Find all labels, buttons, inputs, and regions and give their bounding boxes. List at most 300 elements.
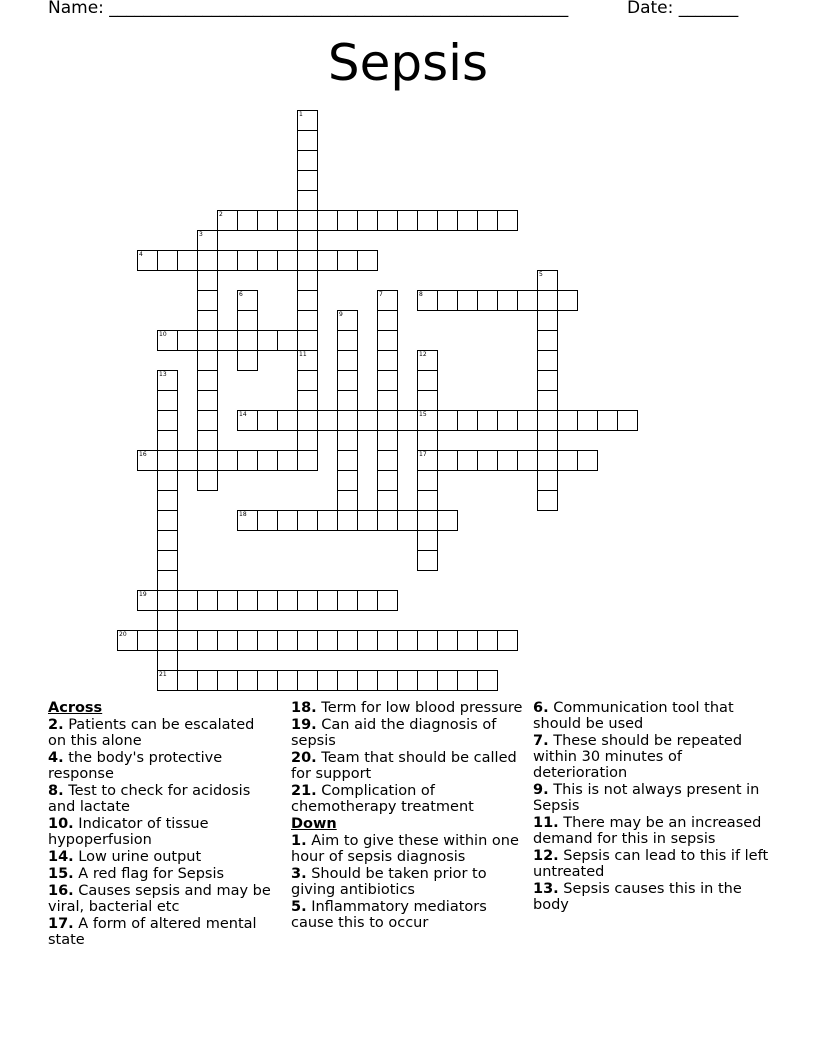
clue-text: Test to check for acidosis and lactate xyxy=(48,783,251,815)
clue-number: 7 xyxy=(379,291,383,298)
grid-cell[interactable] xyxy=(337,370,358,391)
grid-cell[interactable] xyxy=(257,590,278,611)
clue-text: Causes sepsis and may be viral, bacterial etc xyxy=(48,883,271,915)
grid-cell[interactable] xyxy=(517,410,538,431)
clue-number: 20 xyxy=(119,631,127,638)
grid-cell[interactable] xyxy=(197,410,218,431)
grid-cell[interactable] xyxy=(157,630,178,651)
grid-cell[interactable] xyxy=(137,590,158,611)
grid-cell[interactable] xyxy=(557,410,578,431)
clue-number: 6 xyxy=(239,291,243,298)
clue-text: Sepsis causes this in the body xyxy=(533,881,742,913)
grid-cell[interactable] xyxy=(357,590,378,611)
grid-cell[interactable] xyxy=(277,510,298,531)
grid-cell[interactable] xyxy=(217,590,238,611)
grid-cell[interactable] xyxy=(337,450,358,471)
grid-cell[interactable] xyxy=(157,490,178,511)
clue-down xyxy=(533,848,773,880)
grid-cell[interactable] xyxy=(377,370,398,391)
clue-number-label: 11. xyxy=(533,815,559,831)
grid-cell[interactable] xyxy=(297,510,318,531)
grid-cell[interactable] xyxy=(477,450,498,471)
page-title: Sepsis xyxy=(327,34,489,92)
grid-cell[interactable] xyxy=(417,350,438,371)
clue-text: the body's protective response xyxy=(48,750,223,782)
clue-down xyxy=(291,833,523,865)
grid-cell[interactable] xyxy=(557,450,578,471)
grid-cell[interactable] xyxy=(417,390,438,411)
grid-cell[interactable] xyxy=(157,570,178,591)
clue-number: 10 xyxy=(159,331,167,338)
grid-cell[interactable] xyxy=(317,250,338,271)
clue-number-label: 20. xyxy=(291,750,317,766)
clue-number: 2 xyxy=(219,211,223,218)
grid-cell[interactable] xyxy=(197,350,218,371)
grid-cell[interactable] xyxy=(177,670,198,691)
grid-cell[interactable] xyxy=(457,630,478,651)
grid-cell[interactable] xyxy=(377,590,398,611)
grid-cell[interactable] xyxy=(297,250,318,271)
grid-cell[interactable] xyxy=(337,470,358,491)
grid-cell[interactable] xyxy=(197,250,218,271)
grid-cell[interactable] xyxy=(137,450,158,471)
grid-cell[interactable] xyxy=(177,330,198,351)
grid-cell[interactable] xyxy=(197,590,218,611)
grid-cell[interactable] xyxy=(457,450,478,471)
grid-cell[interactable] xyxy=(297,430,318,451)
grid-cell[interactable] xyxy=(437,410,458,431)
grid-cell[interactable] xyxy=(137,250,158,271)
grid-cell[interactable] xyxy=(477,410,498,431)
grid-cell[interactable] xyxy=(517,290,538,311)
grid-cell[interactable] xyxy=(497,410,518,431)
grid-cell[interactable] xyxy=(437,510,458,531)
grid-cell[interactable] xyxy=(537,330,558,351)
grid-cell[interactable] xyxy=(337,430,358,451)
grid-cell[interactable] xyxy=(157,530,178,551)
grid-cell[interactable] xyxy=(297,110,318,131)
grid-cell[interactable] xyxy=(337,250,358,271)
clue-text: Aim to give these within one hour of sepsis diagnosis xyxy=(291,833,519,865)
clue-number: 17 xyxy=(419,451,427,458)
grid-cell[interactable] xyxy=(357,410,378,431)
grid-cell[interactable] xyxy=(317,210,338,231)
grid-cell[interactable] xyxy=(237,350,258,371)
clue-across xyxy=(291,700,523,716)
grid-cell[interactable] xyxy=(337,210,358,231)
grid-cell[interactable] xyxy=(157,370,178,391)
grid-cell[interactable] xyxy=(277,630,298,651)
grid-cell[interactable] xyxy=(437,670,458,691)
grid-cell[interactable] xyxy=(217,630,238,651)
grid-cell[interactable] xyxy=(337,510,358,531)
grid-cell[interactable] xyxy=(417,470,438,491)
clue-number: 18 xyxy=(239,511,247,518)
grid-cell[interactable] xyxy=(297,450,318,471)
clue-column-2 xyxy=(291,700,523,932)
grid-cell[interactable] xyxy=(237,250,258,271)
grid-cell[interactable] xyxy=(157,250,178,271)
grid-cell[interactable] xyxy=(357,630,378,651)
grid-cell[interactable] xyxy=(377,410,398,431)
clue-text: Should be taken prior to giving antibiotics xyxy=(291,866,487,898)
clue-number: 11 xyxy=(299,351,307,358)
grid-cell[interactable] xyxy=(377,430,398,451)
grid-cell[interactable] xyxy=(137,630,158,651)
grid-cell[interactable] xyxy=(417,290,438,311)
grid-cell[interactable] xyxy=(237,410,258,431)
clue-text: Inflammatory mediators cause this to occur xyxy=(291,899,487,931)
grid-cell[interactable] xyxy=(397,210,418,231)
clue-down xyxy=(291,866,523,898)
grid-cell[interactable] xyxy=(537,390,558,411)
grid-cell[interactable] xyxy=(497,210,518,231)
grid-cell[interactable] xyxy=(537,350,558,371)
clue-text: Complication of chemotherapy treatment xyxy=(291,783,474,815)
grid-cell[interactable] xyxy=(397,630,418,651)
clue-text: Indicator of tissue hypoperfusion xyxy=(48,816,209,848)
down-heading: Down xyxy=(291,816,337,832)
clue-number-label: 9. xyxy=(533,782,549,798)
grid-cell[interactable] xyxy=(377,390,398,411)
grid-cell[interactable] xyxy=(317,410,338,431)
grid-cell[interactable] xyxy=(337,350,358,371)
grid-cell[interactable] xyxy=(277,590,298,611)
grid-cell[interactable] xyxy=(377,330,398,351)
clue-number-label: 21. xyxy=(291,783,317,799)
grid-cell[interactable] xyxy=(577,410,598,431)
grid-cell[interactable] xyxy=(437,450,458,471)
grid-cell[interactable] xyxy=(217,670,238,691)
grid-cell[interactable] xyxy=(297,190,318,211)
clue-across xyxy=(48,750,273,782)
grid-cell[interactable] xyxy=(417,630,438,651)
grid-cell[interactable] xyxy=(337,490,358,511)
grid-cell[interactable] xyxy=(297,410,318,431)
grid-cell[interactable] xyxy=(217,210,238,231)
grid-cell[interactable] xyxy=(297,350,318,371)
grid-cell[interactable] xyxy=(497,450,518,471)
clue-across xyxy=(48,717,273,749)
grid-cell[interactable] xyxy=(217,330,238,351)
grid-cell[interactable] xyxy=(297,170,318,191)
clue-number-label: 14. xyxy=(48,849,74,865)
grid-cell[interactable] xyxy=(357,670,378,691)
clue-across xyxy=(48,866,273,882)
clue-down xyxy=(533,881,773,913)
date-field[interactable]: Date: _______ xyxy=(627,0,739,18)
across-heading: Across xyxy=(48,700,103,716)
grid-cell[interactable] xyxy=(337,410,358,431)
grid-cell[interactable] xyxy=(197,310,218,331)
grid-cell[interactable] xyxy=(537,370,558,391)
grid-cell[interactable] xyxy=(297,390,318,411)
grid-cell[interactable] xyxy=(297,670,318,691)
grid-cell[interactable] xyxy=(257,210,278,231)
clue-column-3 xyxy=(533,700,773,914)
clue-across xyxy=(48,883,273,915)
grid-cell[interactable] xyxy=(257,410,278,431)
clue-number: 4 xyxy=(139,251,143,258)
clue-text: These should be repeated within 30 minutes of deterioration xyxy=(533,733,743,781)
grid-cell[interactable] xyxy=(297,150,318,171)
grid-cell[interactable] xyxy=(497,290,518,311)
clue-text: Low urine output xyxy=(73,849,202,865)
grid-cell[interactable] xyxy=(197,330,218,351)
grid-cell[interactable] xyxy=(317,510,338,531)
grid-cell[interactable] xyxy=(377,510,398,531)
grid-cell[interactable] xyxy=(537,470,558,491)
clue-number-label: 8. xyxy=(48,783,64,799)
grid-cell[interactable] xyxy=(357,510,378,531)
grid-cell[interactable] xyxy=(537,450,558,471)
clue-number-label: 4. xyxy=(48,750,64,766)
grid-cell[interactable] xyxy=(297,590,318,611)
grid-cell[interactable] xyxy=(477,670,498,691)
clue-number-label: 19. xyxy=(291,717,317,733)
grid-cell[interactable] xyxy=(157,550,178,571)
grid-cell[interactable] xyxy=(117,630,138,651)
clue-across xyxy=(48,849,273,865)
grid-cell[interactable] xyxy=(157,470,178,491)
clue-number-label: 3. xyxy=(291,866,307,882)
clue-down xyxy=(533,782,773,814)
clue-number: 3 xyxy=(199,231,203,238)
grid-cell[interactable] xyxy=(377,470,398,491)
grid-cell[interactable] xyxy=(337,630,358,651)
grid-cell[interactable] xyxy=(157,650,178,671)
grid-cell[interactable] xyxy=(377,670,398,691)
grid-cell[interactable] xyxy=(277,330,298,351)
grid-cell[interactable] xyxy=(457,670,478,691)
clue-number: 5 xyxy=(539,271,543,278)
clue-across xyxy=(291,750,523,782)
clue-number-label: 18. xyxy=(291,700,317,716)
clue-number: 13 xyxy=(159,371,167,378)
grid-cell[interactable] xyxy=(337,310,358,331)
grid-cell[interactable] xyxy=(197,630,218,651)
grid-cell[interactable] xyxy=(197,230,218,251)
grid-cell[interactable] xyxy=(197,370,218,391)
clue-text: Sepsis can lead to this if left untreated xyxy=(533,848,769,880)
grid-cell[interactable] xyxy=(497,630,518,651)
grid-cell[interactable] xyxy=(537,490,558,511)
grid-cell[interactable] xyxy=(237,670,258,691)
grid-cell[interactable] xyxy=(177,590,198,611)
grid-cell[interactable] xyxy=(237,330,258,351)
grid-cell[interactable] xyxy=(417,530,438,551)
grid-cell[interactable] xyxy=(197,470,218,491)
clue-number-label: 10. xyxy=(48,816,74,832)
grid-cell[interactable] xyxy=(377,450,398,471)
grid-cell[interactable] xyxy=(177,250,198,271)
clue-text: Patients can be escalated on this alone xyxy=(48,717,255,749)
grid-cell[interactable] xyxy=(297,230,318,251)
grid-cell[interactable] xyxy=(397,510,418,531)
grid-cell[interactable] xyxy=(377,310,398,331)
grid-cell[interactable] xyxy=(317,630,338,651)
grid-cell[interactable] xyxy=(257,330,278,351)
clue-text: Term for low blood pressure xyxy=(316,700,523,716)
grid-cell[interactable] xyxy=(377,630,398,651)
grid-cell[interactable] xyxy=(337,590,358,611)
grid-cell[interactable] xyxy=(277,250,298,271)
clue-number: 16 xyxy=(139,451,147,458)
clue-across xyxy=(48,916,273,948)
grid-cell[interactable] xyxy=(197,290,218,311)
clue-across xyxy=(291,783,523,815)
grid-cell[interactable] xyxy=(397,410,418,431)
grid-cell[interactable] xyxy=(517,450,538,471)
clue-down xyxy=(533,700,773,732)
grid-cell[interactable] xyxy=(557,290,578,311)
grid-cell[interactable] xyxy=(237,450,258,471)
grid-cell[interactable] xyxy=(537,410,558,431)
grid-cell[interactable] xyxy=(417,370,438,391)
grid-cell[interactable] xyxy=(257,510,278,531)
grid-cell[interactable] xyxy=(157,510,178,531)
grid-cell[interactable] xyxy=(177,630,198,651)
grid-cell[interactable] xyxy=(257,630,278,651)
grid-cell[interactable] xyxy=(417,510,438,531)
grid-cell[interactable] xyxy=(537,290,558,311)
grid-cell[interactable] xyxy=(457,210,478,231)
grid-cell[interactable] xyxy=(437,290,458,311)
grid-cell[interactable] xyxy=(417,550,438,571)
grid-cell[interactable] xyxy=(357,250,378,271)
grid-cell[interactable] xyxy=(197,670,218,691)
grid-cell[interactable] xyxy=(297,290,318,311)
grid-cell[interactable] xyxy=(377,210,398,231)
clue-number-label: 5. xyxy=(291,899,307,915)
grid-cell[interactable] xyxy=(457,290,478,311)
grid-cell[interactable] xyxy=(337,670,358,691)
grid-cell[interactable] xyxy=(417,450,438,471)
grid-cell[interactable] xyxy=(157,430,178,451)
grid-cell[interactable] xyxy=(537,430,558,451)
grid-cell[interactable] xyxy=(457,410,478,431)
grid-cell[interactable] xyxy=(377,350,398,371)
clue-number-label: 16. xyxy=(48,883,74,899)
clue-text: This is not always present in Sepsis xyxy=(533,782,760,814)
clue-number: 19 xyxy=(139,591,147,598)
clue-number-label: 17. xyxy=(48,916,74,932)
grid-cell[interactable] xyxy=(217,450,238,471)
grid-cell[interactable] xyxy=(317,670,338,691)
clue-number-label: 13. xyxy=(533,881,559,897)
grid-cell[interactable] xyxy=(477,290,498,311)
grid-cell[interactable] xyxy=(257,670,278,691)
clue-number: 21 xyxy=(159,671,167,678)
grid-cell[interactable] xyxy=(257,250,278,271)
grid-cell[interactable] xyxy=(237,630,258,651)
grid-cell[interactable] xyxy=(297,330,318,351)
grid-cell[interactable] xyxy=(237,210,258,231)
grid-cell[interactable] xyxy=(477,210,498,231)
grid-cell[interactable] xyxy=(257,450,278,471)
grid-cell[interactable] xyxy=(597,410,618,431)
grid-cell[interactable] xyxy=(297,130,318,151)
grid-cell[interactable] xyxy=(277,450,298,471)
grid-cell[interactable] xyxy=(197,430,218,451)
grid-cell[interactable] xyxy=(297,210,318,231)
clue-number: 1 xyxy=(299,111,303,118)
grid-cell[interactable] xyxy=(377,490,398,511)
clue-across xyxy=(291,717,523,749)
clue-number-label: 12. xyxy=(533,848,559,864)
grid-cell[interactable] xyxy=(237,290,258,311)
grid-cell[interactable] xyxy=(237,310,258,331)
clue-across xyxy=(48,816,273,848)
grid-cell[interactable] xyxy=(297,370,318,391)
grid-cell[interactable] xyxy=(157,610,178,631)
clue-number-label: 6. xyxy=(533,700,549,716)
clue-text: Can aid the diagnosis of sepsis xyxy=(291,717,497,749)
grid-cell[interactable] xyxy=(577,450,598,471)
clue-number: 14 xyxy=(239,411,247,418)
grid-cell[interactable] xyxy=(277,670,298,691)
clue-number-label: 15. xyxy=(48,866,74,882)
grid-cell[interactable] xyxy=(197,390,218,411)
grid-cell[interactable] xyxy=(277,410,298,431)
grid-cell[interactable] xyxy=(377,290,398,311)
grid-cell[interactable] xyxy=(297,630,318,651)
grid-cell[interactable] xyxy=(157,450,178,471)
grid-cell[interactable] xyxy=(317,590,338,611)
grid-cell[interactable] xyxy=(337,390,358,411)
grid-cell[interactable] xyxy=(157,670,178,691)
grid-cell[interactable] xyxy=(537,310,558,331)
grid-cell[interactable] xyxy=(397,670,418,691)
grid-cell[interactable] xyxy=(157,590,178,611)
grid-cell[interactable] xyxy=(277,210,298,231)
clue-number: 8 xyxy=(419,291,423,298)
clue-column-1 xyxy=(48,700,273,949)
grid-cell[interactable] xyxy=(417,410,438,431)
grid-cell[interactable] xyxy=(417,210,438,231)
grid-cell[interactable] xyxy=(157,330,178,351)
grid-cell[interactable] xyxy=(157,390,178,411)
grid-cell[interactable] xyxy=(157,410,178,431)
grid-cell[interactable] xyxy=(437,210,458,231)
grid-cell[interactable] xyxy=(417,430,438,451)
grid-cell[interactable] xyxy=(477,630,498,651)
grid-cell[interactable] xyxy=(617,410,638,431)
clue-text: A red flag for Sepsis xyxy=(73,866,225,882)
grid-cell[interactable] xyxy=(337,330,358,351)
grid-cell[interactable] xyxy=(437,630,458,651)
grid-cell[interactable] xyxy=(417,670,438,691)
grid-cell[interactable] xyxy=(237,510,258,531)
grid-cell[interactable] xyxy=(237,590,258,611)
grid-cell[interactable] xyxy=(197,450,218,471)
name-field[interactable]: Name: ______________________________________________________ xyxy=(48,0,569,18)
grid-cell[interactable] xyxy=(297,270,318,291)
clue-text: Team that should be called for support xyxy=(291,750,517,782)
grid-cell[interactable] xyxy=(297,310,318,331)
grid-cell[interactable] xyxy=(197,270,218,291)
grid-cell[interactable] xyxy=(217,250,238,271)
clue-down xyxy=(533,815,773,847)
clue-number: 12 xyxy=(419,351,427,358)
clue-number: 15 xyxy=(419,411,427,418)
grid-cell[interactable] xyxy=(357,210,378,231)
grid-cell[interactable] xyxy=(537,270,558,291)
grid-cell[interactable] xyxy=(177,450,198,471)
grid-cell[interactable] xyxy=(417,490,438,511)
clue-number-label: 7. xyxy=(533,733,549,749)
clue-down xyxy=(533,733,773,781)
